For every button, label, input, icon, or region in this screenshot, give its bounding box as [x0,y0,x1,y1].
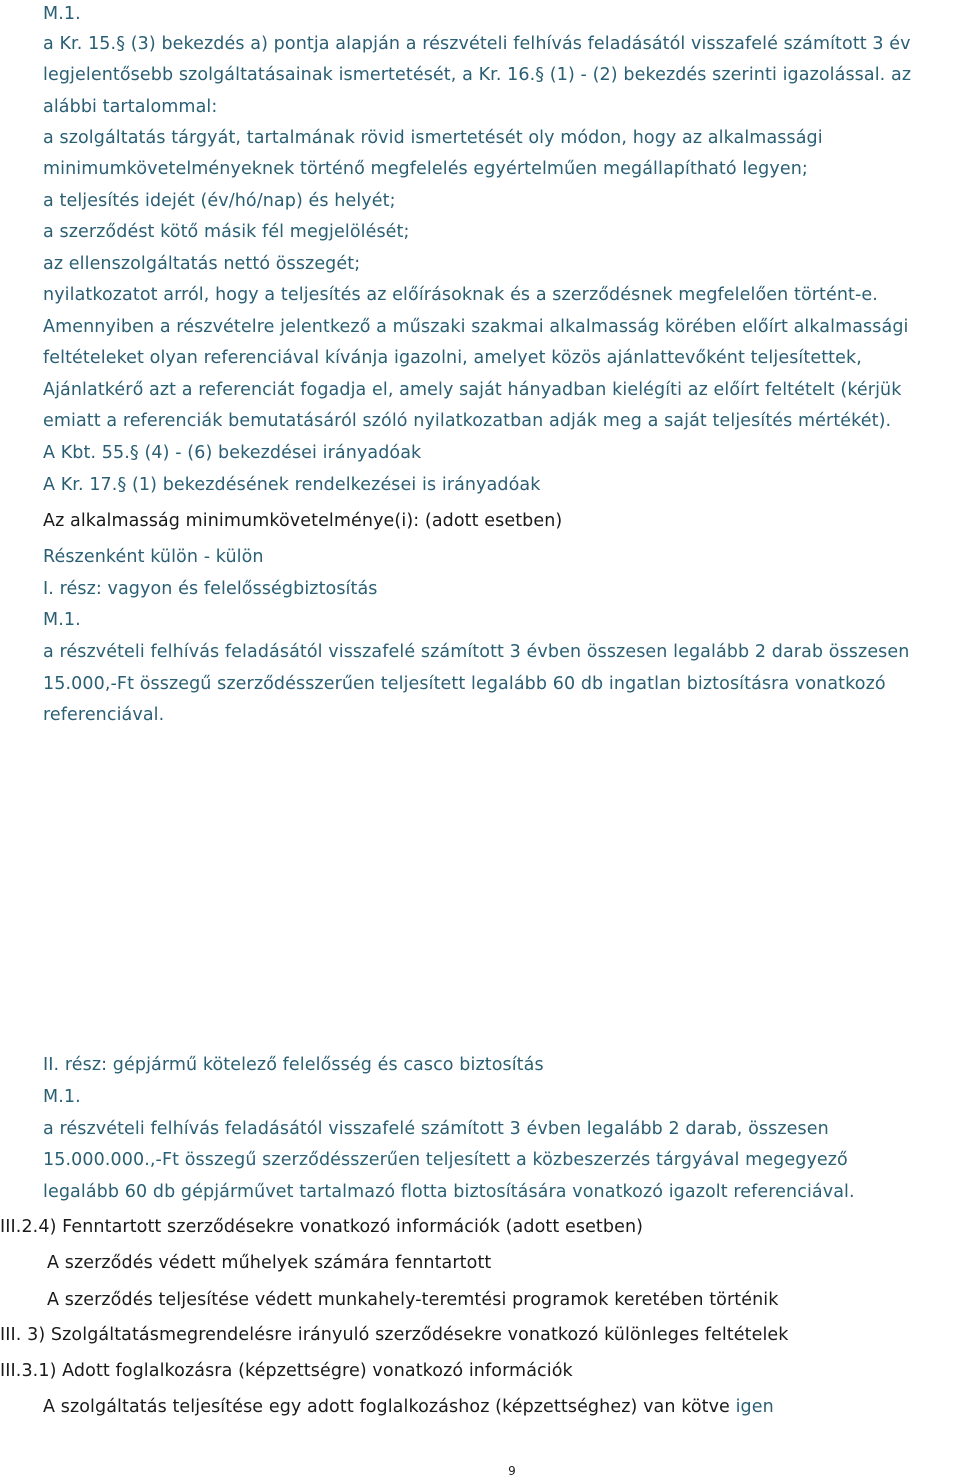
question-text: A szolgáltatás teljesítése egy adott foglalkozáshoz (képzettséghez) van kötve [43,1397,730,1417]
page-number: 9 [508,1464,516,1478]
text-line: a Kr. 15.§ (3) bekezdés a) pontja alapján a részvételi felhívás feladásától visszafelé számított 3 év [43,34,911,54]
m1-label: M.1. [43,610,81,630]
text-line: legjelentősebb szolgáltatásainak ismertetését, a Kr. 16.§ (1) - (2) bekezdés szerinti igazolással. az [43,65,912,85]
text-line: A Kr. 17.§ (1) bekezdésének rendelkezései is irányadóak [43,475,541,495]
answer-value: igen [735,1397,774,1417]
text-line: Amennyiben a részvételre jelentkező a műszaki szakmai alkalmasság körében előírt alkalmassági [43,317,909,337]
heading-line: Az alkalmasság minimumkövetelménye(i): (adott esetben) [43,511,563,531]
text-line: a részvételi felhívás feladásától visszafelé számított 3 évben legalább 2 darab, összesen [43,1119,829,1139]
text-line: alábbi tartalommal: [43,97,218,117]
text-line: A Kbt. 55.§ (4) - (6) bekezdései irányadóak [43,443,422,463]
text-line: nyilatkozatot arról, hogy a teljesítés az előírásoknak és a szerződésnek megfelelően történt-e. [43,285,878,305]
answer-line [43,1395,774,1419]
text-line: feltételeket olyan referenciával kívánja igazolni, amelyet közös ajánlattevőként teljesítettek, [43,348,862,368]
section-heading: III. 3) Szolgáltatásmegrendelésre irányuló szerződésekre vonatkozó különleges feltételek [0,1325,789,1345]
section-heading: III.3.1) Adott foglalkozásra (képzettségre) vonatkozó információk [0,1361,573,1381]
m1-label: M.1. [43,4,81,24]
text-line: minimumkövetelményeknek történő megfelelés egyértelműen megállapítható legyen; [43,159,808,179]
text-line: emiatt a referenciák bemutatásáról szóló nyilatkozatban adják meg a saját teljesítés mértékét). [43,411,892,431]
text-line: a részvételi felhívás feladásától visszafelé számított 3 évben összesen legalább 2 darab összesen [43,642,910,662]
text-line: 15.000.000.,-Ft összegű szerződésszerűen teljesített a közbeszerzés tárgyával megegyező [43,1150,848,1170]
text-line: A szerződés védett műhelyek számára fenntartott [47,1253,492,1273]
part-title: II. rész: gépjármű kötelező felelősség és casco biztosítás [43,1055,544,1075]
text-line: az ellenszolgáltatás nettó összegét; [43,254,361,274]
text-line: 15.000,-Ft összegű szerződésszerűen teljesített legalább 60 db ingatlan biztosításra vonatkozó [43,674,886,694]
text-line: A szerződés teljesítése védett munkahely-teremtési programok keretében történik [47,1290,779,1310]
text-line: a teljesítés idejét (év/hó/nap) és helyét; [43,191,396,211]
m1-label: M.1. [43,1087,81,1107]
text-line: Részenként külön - külön [43,547,264,567]
text-line: Ajánlatkérő azt a referenciát fogadja el, amely saját hányadban kielégíti az előírt feltételt (kérjük [43,380,902,400]
part-title: I. rész: vagyon és felelősségbiztosítás [43,579,378,599]
text-line: a szolgáltatás tárgyát, tartalmának rövid ismertetését oly módon, hogy az alkalmassági [43,128,823,148]
text-line: referenciával. [43,705,165,725]
section-heading: III.2.4) Fenntartott szerződésekre vonatkozó információk (adott esetben) [0,1217,644,1237]
text-line: legalább 60 db gépjárművet tartalmazó flotta biztosítására vonatkozó igazolt referenciával. [43,1182,855,1202]
text-line: a szerződést kötő másik fél megjelölését; [43,222,410,242]
